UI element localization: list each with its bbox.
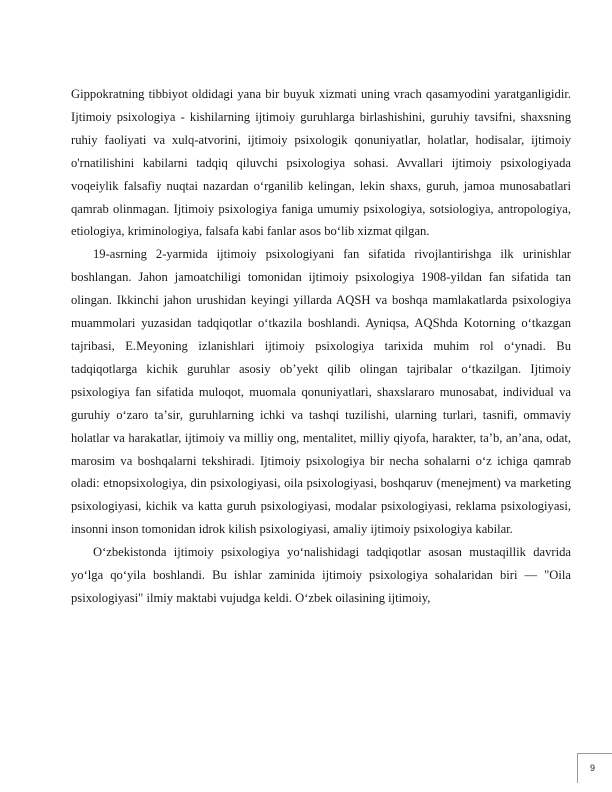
paragraph-hippocrates-social-psychology: Gippokratning tibbiyot oldidagi yana bir buyuk xizmati uning vrach qasamyodini yaratganligidir. Ijtimoiy psixologiya - kishilarning ijtimoiy guruhlarga birlashishini, guruhiy tavsifni, shaxsning ruhiy faoliyati va xulq-atvorini, ijtimoiy psixologik qonuniyatlar, holatlar, hodisalar, ijtimoiy o'rnatilishini kabilarni tadqiq qiluvchi psixologiya sohasi. Avvallari ijtimoiy psixologiyada voqeiylik falsafiy nuqtai nazardan oʻrganilib kelingan, lekin shaxs, guruh, jamoa munosabatlari qamrab olinmagan. Ijtimoiy psixologiya faniga umumiy psixologiya, sotsiologiya, antropologiya, etiologiya, kriminologiya, falsafa kabi fanlar asos boʻlib xizmat qilgan. [71,87,571,239]
paragraph-uzbekistan-research: Oʻzbekistonda ijtimoiy psixologiya yoʻnalishidagi tadqiqotlar asosan mustaqillik davrida yoʻlga qoʻyila boshlandi. Bu ishlar zaminida ijtimoiy psixologiya sohalaridan biri — "Oila psixologiyasi" ilmiy maktabi vujudga keldi. Oʻzbek oilasining ijtimoiy, [71,545,571,605]
page-number: 9 [590,763,596,773]
document-body [71,83,571,610]
page-number-box [577,753,612,783]
paragraph-history-of-social-psychology: 19-asrning 2-yarmida ijtimoiy psixologiyani fan sifatida rivojlantirishga ilk urinishlar boshlangan. Jahon jamoatchiligi tomonidan ijtimoiy psixologiya 1908-yildan fan sifatida tan olingan. Ikkinchi jahon urushidan keyingi yillarda AQSH va boshqa mamlakatlarda psixologiya muammolari yuzasidan tadqiqotlar oʻtkazila boshlandi. Ayniqsa, AQShda Kotorning oʻtkazgan tajribasi, E.Meyoning izlanishlari ijtimoiy psixologiya tarixida muhim rol oʻynadi. Bu tadqiqotlarga kichik guruhlar asosiy obʼyekt qilib olingan tajribalar oʻtkazilgan. Ijtimoiy psixologiya fan sifatida muloqot, muomala qonuniyatlari, shaxslararo munosabat, individual va guruhiy oʻzaro taʼsir, guruhlarning ichki va tashqi tuzilishi, ularning turlari, tasnifi, ommaviy holatlar va harakatlar, ijtimoiy va milliy ong, mentalitet, milliy qiyofa, harakter, taʼb, anʼana, odat, marosim va boshqalarni tekshiradi. Ijtimoiy psixologiya bir necha sohalarni oʻz ichiga qamrab oladi: etnopsixologiya, din psixologiyasi, oila psixologiyasi, boshqaruv (menejment) va marketing psixologiyasi, kichik va katta guruh psixologiyasi, modalar psixologiyasi, reklama psixologiyasi, insonni inson tomonidan idrok kilish psixologiyasi, amaliy ijtimoiy psixologiya kabilar. [71,247,571,537]
